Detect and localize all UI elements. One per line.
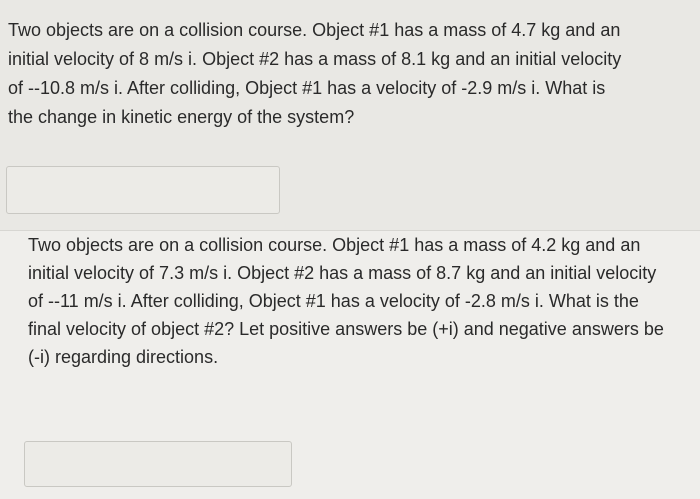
question-2-line: initial velocity of 7.3 m/s i. Object #2 has a mass of 8.7 kg and an initial velocity [28,263,657,283]
question-1-text [8,16,678,132]
question-1-line: initial velocity of 8 m/s i. Object #2 has a mass of 8.1 kg and an initial velocity [8,49,622,69]
question-1-line: Two objects are on a collision course. Object #1 has a mass of 4.7 kg and an [8,20,621,40]
question-1-answer-input[interactable] [6,166,280,214]
question-2-line: Two objects are on a collision course. Object #1 has a mass of 4.2 kg and an [28,235,641,255]
question-2-panel [0,231,700,499]
question-1-line: the change in kinetic energy of the system? [8,107,355,127]
question-2-answer-input[interactable] [24,441,292,487]
question-2-line: of --11 m/s i. After colliding, Object #1 has a velocity of -2.8 m/s i. What is the [28,291,639,311]
question-2-line: (-i) regarding directions. [28,347,219,367]
question-2-text [28,231,688,371]
question-1-line: of --10.8 m/s i. After colliding, Object #1 has a velocity of -2.9 m/s i. What is [8,78,606,98]
question-1-panel [0,0,700,230]
question-2-line: final velocity of object #2? Let positive answers be (+i) and negative answers be [28,319,664,339]
